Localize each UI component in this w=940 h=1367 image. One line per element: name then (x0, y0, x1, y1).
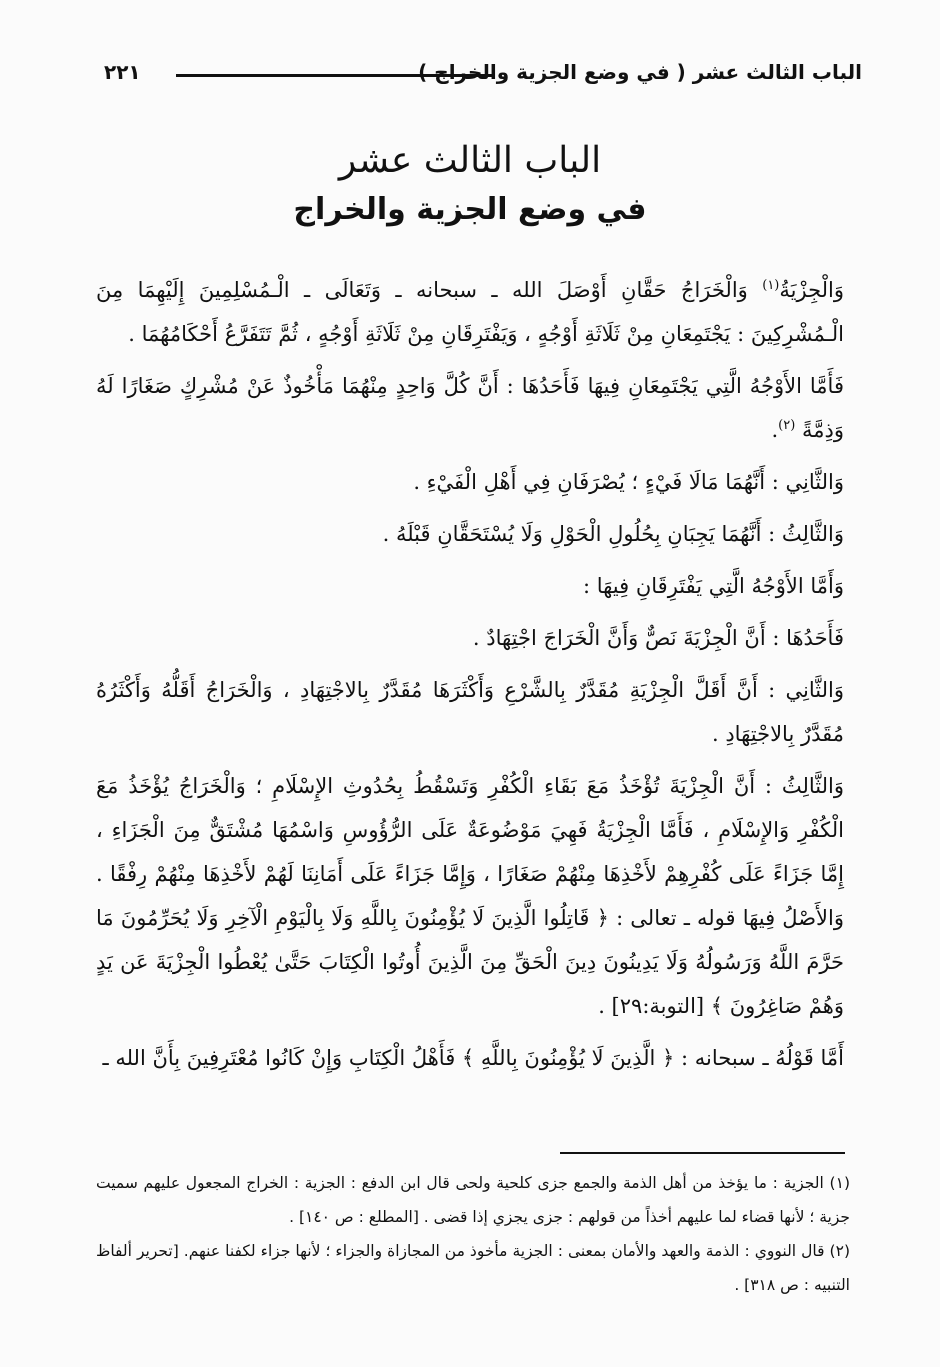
chapter-title: الباب الثالث عشر (338, 140, 602, 181)
paragraph-text: فَأَمَّا الأَوْجُهُ الَّتِي يَجْتَمِعَانِ فِيهَا فَأَحَدُهَا : أَنَّ كُلَّ وَاحِدٍ مِنْهُمَا مَأْخُوذٌ عَنْ مُشْرِكٍ صَغَارًا لَهُ وَذِمَّةً (96, 374, 844, 442)
footnotes (96, 1166, 850, 1302)
paragraph: وَالثَّانِي : أَنَّ أَقَلَّ الْجِزْيَةِ مُقَدَّرٌ بِالشَّرْعِ وَأَكْثَرَهَا مُقَدَّرٌ بِالاجْتِهَادِ ، وَالْخَرَاجُ أَقَلُّهُ وَأَكْثَرُهُ مُقَدَّرٌ بِالاجْتِهَادِ . (96, 678, 844, 746)
paragraph: وَالثَّانِي : أَنَّهُمَا مَالَا فَيْءٍ ؛ يُصْرَفَانِ فِي أَهْلِ الْفَيْءِ . (413, 470, 844, 494)
paragraph-text: . (771, 418, 779, 442)
footnote: (٢) قال النووي : الذمة والعهد والأمان بمعنى : الجزية مأخوذ من المجازاة والجزاء ؛ لأنها جزاء لكفنا عنهم. [تحرير ألفاظ التنبيه : ص ٣١٨] . (96, 1242, 850, 1294)
paragraph-text: وَالْخَرَاجُ حَقَّانِ أَوْصَلَ الله ـ سبحانه ـ وَتَعَالَى ـ الْـمُسْلِمِينَ إِلَيْهِمَا مِنَ الْـمُشْرِكِينَ : يَجْتَمِعَانِ مِنْ ثَلَاثَةِ أَوْجُهٍ ، وَيَفْتَرِقَانِ مِنْ ثَلَاثَةِ أَوْجُهٍ ، ثُمَّ تَتَفَرَّعُ أَحْكَامُهُمَا . (96, 278, 844, 346)
paragraph: فَأَحَدُهَا : أَنَّ الْجِزْيَةَ نَصٌّ وَأَنَّ الْخَرَاجَ اجْتِهَادٌ . (472, 626, 844, 650)
footnote-reference[interactable]: (٢) (778, 418, 796, 433)
paragraph: وَالثَّالِثُ : أَنَّهُمَا يَجِبَانِ بِحُلُولِ الْحَوْلِ وَلَا يُسْتَحَقَّانِ قَبْلَهُ . (382, 522, 844, 546)
running-header-title: الباب الثالث عشر ( في وضع الجزية والخراج ) (418, 60, 862, 84)
footnote-reference[interactable]: (١) (762, 278, 780, 293)
main-text (96, 268, 844, 1088)
chapter-subtitle: في وضع الجزية والخراج (293, 192, 647, 227)
paragraph: أَمَّا قَوْلُهُ ـ سبحانه : ﴿ الَّذِينَ لَا يُؤْمِنُونَ بِاللَّهِ ﴾ فَأَهْلُ الْكِتَابِ وَإِنْ كَانُوا مُعْتَرِفِينَ بِأَنَّ الله ـ (102, 1046, 844, 1070)
running-header (104, 52, 862, 96)
page-number: ٢٢١ (104, 60, 141, 84)
paragraph-text: وَالْجِزْيَةُ (779, 278, 844, 302)
header-rule (176, 74, 492, 77)
paragraph: وَالثَّالِثُ : أَنَّ الْجِزْيَةَ تُؤْخَذُ مَعَ بَقَاءِ الْكُفْرِ وَتَسْقُطُ بِحُدُوثِ الإِسْلَامِ ؛ وَالْخَرَاجُ يُؤْخَذُ مَعَ الْكُفْرِ وَالإِسْلَامِ ، فَأَمَّا الْجِزْيَةُ فَهِيَ مَوْضُوعَةٌ عَلَى الرُّؤُوسِ وَاسْمُهَا مُشْتَقٌّ مِنَ الْجَزَاءِ ، إِمَّا جَزَاءً عَلَى كُفْرِهِمْ لأَخْذِهَا مِنْهُمْ صَغَارًا ، وَإِمَّا جَزَاءً عَلَى أَمَانِنَا لَهُمْ لأَخْذِهَا مِنْهُمْ رِفْقًا . وَالأَصْلُ فِيهَا قوله ـ تعالى : ﴿ قَاتِلُوا الَّذِينَ لَا يُؤْمِنُونَ بِاللَّهِ وَلَا بِالْيَوْمِ الْآخِرِ وَلَا يُحَرِّمُونَ مَا حَرَّمَ اللَّهُ وَرَسُولُهُ وَلَا يَدِينُونَ دِينَ الْحَقِّ مِنَ الَّذِينَ أُوتُوا الْكِتَابَ حَتَّىٰ يُعْطُوا الْجِزْيَةَ عَن يَدٍ وَهُمْ صَاغِرُونَ ﴾ [التوبة:٢٩] . (96, 774, 844, 1018)
paragraph (96, 364, 844, 452)
paragraph: وَأَمَّا الأَوْجُهُ الَّتِي يَفْتَرِقَانِ فِيهَا : (582, 574, 844, 598)
footnote-divider (560, 1152, 845, 1154)
paragraph (96, 268, 844, 356)
footnote: (١) الجزية : ما يؤخذ من أهل الذمة والجمع جزى كلحية ولحى قال ابن الدفع : الجزية : الخراج المجعول عليهم سميت جزية ؛ لأنها قضاء لما عليهم أخذاً من قولهم : جزى يجزي إذا قضى . [المطلع : ص ١٤٠] . (96, 1174, 850, 1226)
